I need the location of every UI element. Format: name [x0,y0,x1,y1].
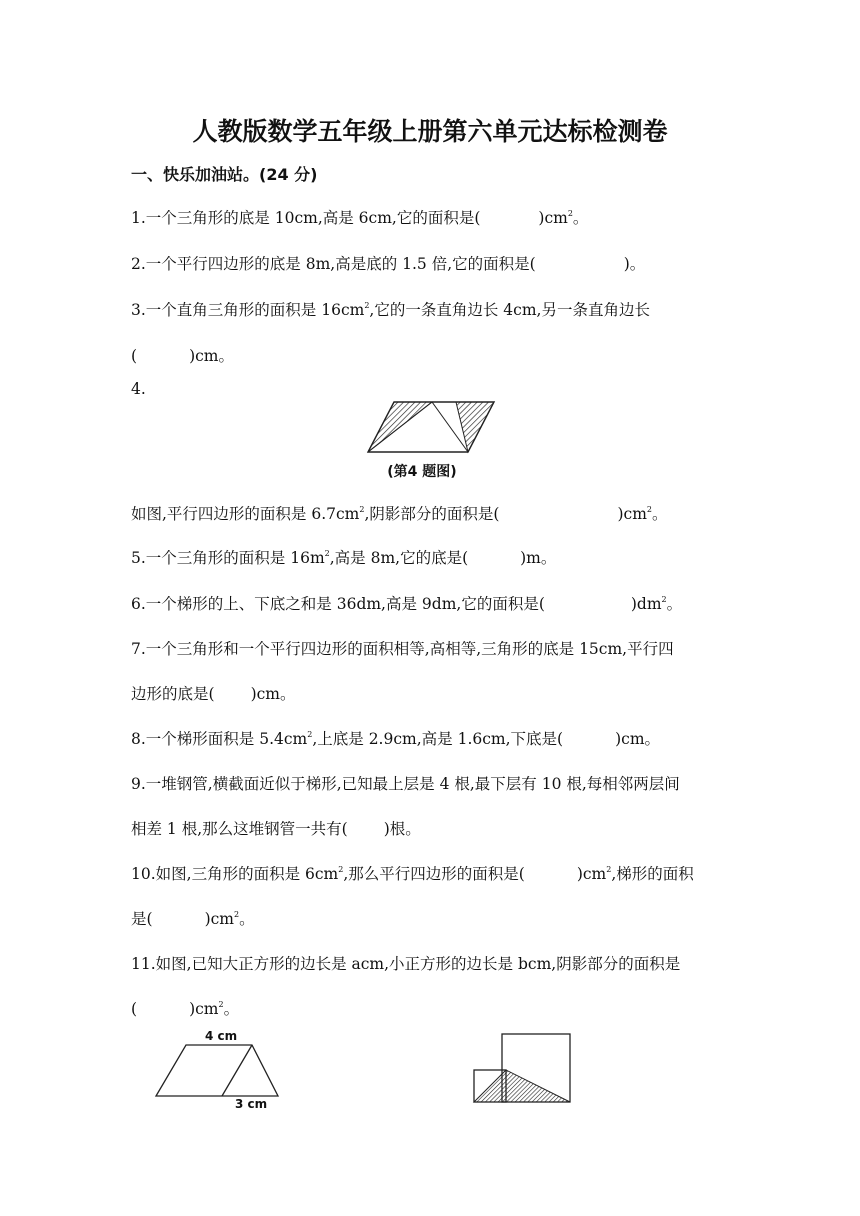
trapezoid-outline [156,1045,278,1096]
question-7-line-2: 边形的底是( )cm。 [131,685,296,703]
question-11-line-2: ( )$cm^2$。 [131,1000,240,1018]
bottom-base-label: 3 cm [235,1097,268,1111]
question-11: 11.如图,已知大正方形的边长是 acm,小正方形的边长是 bcm,阴影部分的面积是 [131,955,681,973]
figure-4-caption: (第4 题图) [387,464,457,480]
question-6: 6.一个梯形的上、下底之和是 36dm,高是 9dm,它的面积是( )$dm^2$。 [131,595,683,613]
parallelogram-shaded-figure [360,400,500,458]
question-9-line-2: 相差 1 根,那么这堆钢管一共有( )根。 [131,820,421,838]
question-5: 5.一个三角形的面积是 $16m^2$,高是 8m,它的底是( )m。 [131,549,557,567]
top-base-label: 4 cm [205,1029,238,1043]
question-10: 10.如图,三角形的面积是 $6cm^2$,那么平行四边形的面积是( )$cm^2$,梯形的面积 [131,865,694,883]
question-3-line-2: ( )cm。 [131,347,234,365]
question-10-line-2: 是( )$cm^2$。 [131,910,255,928]
question-4-text: 如图,平行四边形的面积是 $6.7cm^2$,阴影部分的面积是( )$cm^2$。 [131,505,668,523]
section-heading: 一、快乐加油站。(24 分) [131,165,318,184]
trapezoid-figure [154,1040,280,1100]
question-3: 3.一个直角三角形的面积是 $16cm^2$,它的一条直角边长 4cm,另一条直角边长 [131,301,650,319]
question-8: 8.一个梯形面积是 $5.4cm^2$,上底是 2.9cm,高是 1.6cm,下底是( )cm。 [131,730,661,748]
triangle-side [222,1045,252,1096]
question-1: 1.一个三角形的底是 10cm,高是 6cm,它的面积是( )$cm^2$。 [131,209,589,227]
question-2: 2.一个平行四边形的底是 8m,高是底的 1.5 倍,它的面积是( )。 [131,255,646,273]
question-4-number: 4. [131,380,146,398]
page-title: 人教版数学五年级上册第六单元达标检测卷 [192,117,668,146]
two-squares-figure [470,1032,574,1104]
question-7: 7.一个三角形和一个平行四边形的面积相等,高相等,三角形的底是 15cm,平行四 [131,640,674,658]
right-shaded-triangle [456,402,494,452]
shaded-triangle [474,1070,570,1102]
question-9: 9.一堆钢管,横截面近似于梯形,已知最上层是 4 根,最下层有 10 根,每相邻两层间 [131,775,680,793]
